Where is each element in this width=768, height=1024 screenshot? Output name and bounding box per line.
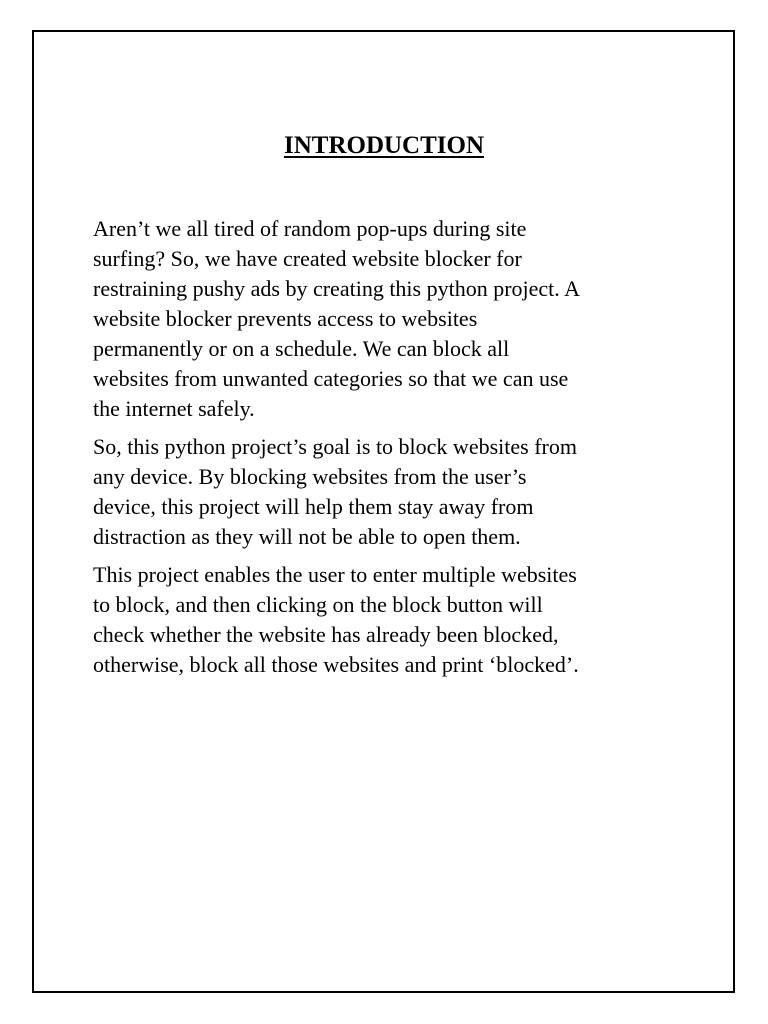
page-title: INTRODUCTION	[283, 132, 485, 159]
paragraph-1	[93, 214, 679, 424]
text-line: So, this python project’s goal is to block websites from	[93, 434, 577, 459]
paragraph-3	[93, 560, 679, 680]
text-line: device, this project will help them stay away from	[93, 494, 534, 519]
paragraph-2	[93, 432, 679, 552]
body-text	[93, 214, 679, 688]
text-line: any device. By blocking websites from the user’s	[93, 464, 527, 489]
text-line: the internet safely.	[93, 396, 255, 421]
text-line: restraining pushy ads by creating this python project. A	[93, 276, 580, 301]
text-line: otherwise, block all those websites and print ‘blocked’.	[93, 652, 579, 677]
text-line: surfing? So, we have created website blocker for	[93, 246, 522, 271]
text-line: This project enables the user to enter multiple websites	[93, 562, 577, 587]
text-line: to block, and then clicking on the block button will	[93, 592, 543, 617]
text-line: permanently or on a schedule. We can block all	[93, 336, 510, 361]
text-line: check whether the website has already been blocked,	[93, 622, 559, 647]
text-line: website blocker prevents access to websites	[93, 306, 478, 331]
text-line: websites from unwanted categories so that we can use	[93, 366, 569, 391]
text-line: Aren’t we all tired of random pop-ups during site	[93, 216, 527, 241]
text-line: distraction as they will not be able to open them.	[93, 524, 521, 549]
